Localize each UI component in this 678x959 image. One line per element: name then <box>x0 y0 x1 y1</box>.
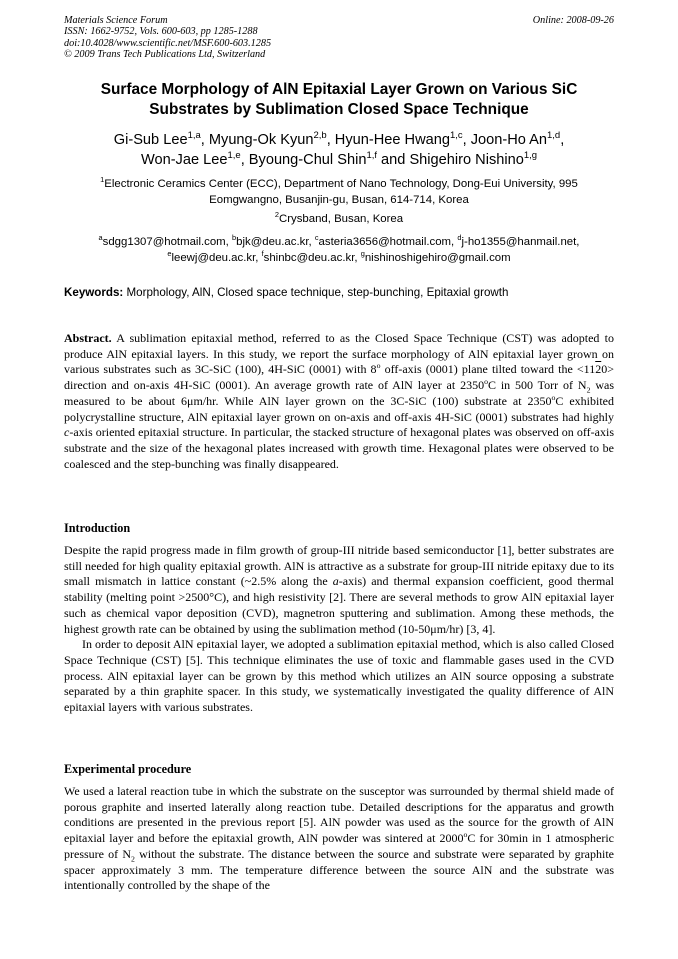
abstract-text: A sublimation epitaxial method, referred to as the Closed Space Technique (CST) was adopted to produce AlN epitaxial layers. In this study, we report the surface morphology of AlN epitaxial layer grown on various substrates such as 3C-SiC (100), 4H-SiC (0001) with 8 <box>64 331 614 377</box>
italic-term: a <box>332 574 339 589</box>
abstract-text: C in 500 Torr of N <box>487 378 587 393</box>
affiliation-2 <box>50 211 628 227</box>
affiliation-sup: 1 <box>100 175 105 185</box>
author-separator: , <box>560 132 565 148</box>
experimental-paragraph <box>64 784 614 894</box>
author-affil-sup: 1,a <box>187 130 201 142</box>
email-address[interactable]: sdgg1307@hotmail.com <box>102 236 226 248</box>
abstract-text: C exhibited polycrystalline structure, AlN epitaxial layer grown on on-axis and off-axis 4H-SiC (0001) substrates had highly <box>64 393 614 424</box>
email-address[interactable]: bjk@deu.ac.kr <box>236 236 309 248</box>
journal-issn: ISSN: 1662-9752, Vols. 600-603, pp 1285-1288 <box>64 26 258 38</box>
author-name: Joon-Ho An <box>470 132 548 148</box>
keywords <box>64 285 614 300</box>
author-affil-sup: 1,g <box>523 150 538 162</box>
author-affil-sup: 1,d <box>547 130 561 142</box>
italic-term: c <box>64 425 70 440</box>
paper-title <box>40 80 638 120</box>
introduction-section <box>64 543 614 716</box>
author-list <box>40 130 638 170</box>
email-sup: d <box>457 233 462 243</box>
degree-sup: o <box>484 377 488 387</box>
title-line-1: Surface Morphology of AlN Epitaxial Layer Grown on Various SiC <box>100 81 578 98</box>
email-address[interactable]: j-ho1355@hanmail.net, <box>461 236 580 248</box>
intro-text: Despite the rapid progress made in film growth of group-III nitride based semiconductor [1], better substrates are still needed for high quality epitaxial growth. AlN is attractive as a substrate for group-III nitride epitaxy due to its small mismatch in lattice constant (~2.5% along the <box>64 543 614 589</box>
section-heading-introduction: Introduction <box>64 521 131 535</box>
degree-sup: o <box>551 392 556 402</box>
keywords-text: Morphology, AlN, Closed space technique, step-bunching, Epitaxial growth <box>123 286 509 299</box>
author-name: Won-Jae Lee <box>140 152 228 168</box>
experimental-text: C for 30min in 1 atmospheric pressure of N <box>64 831 614 861</box>
author-separator: , <box>200 132 209 148</box>
email-separator: , <box>354 252 361 264</box>
author-affil-sup: 1,e <box>227 150 241 162</box>
section-heading-experimental: Experimental procedure <box>64 762 192 776</box>
affiliation-1 <box>50 176 628 208</box>
email-sup: c <box>314 233 319 243</box>
intro-text: -axis) and thermal expansion coefficient, good thermal stability (melting point >2500°C), and high resistivity [2]. There are several methods to grow AlN epitaxial layer such as chemical vapor deposition (CVD), magnetron sputtering and sublimation. Among these methods, the highest growth rate can be obtained by using the sublimation method (10-50μm/hr) [3, 4]. <box>64 574 614 636</box>
subscript: 2 <box>586 385 591 395</box>
author-affil-sup: 1,f <box>366 150 377 162</box>
email-sup: e <box>167 249 172 259</box>
email-separator: , <box>255 252 262 264</box>
author-separator: , <box>462 132 471 148</box>
affiliation-text: Electronic Ceramics Center (ECC), Department of Nano Technology, Dong-Eui University, 995 <box>104 178 578 190</box>
subscript: 2 <box>131 854 135 864</box>
email-separator: , <box>225 236 233 248</box>
affiliation-sup: 2 <box>274 210 279 220</box>
author-name: Shigehiro Nishino <box>409 152 524 168</box>
email-list <box>40 234 638 266</box>
email-address[interactable]: leewj@deu.ac.kr <box>171 252 256 264</box>
journal-header <box>64 15 614 61</box>
email-address[interactable]: asteria3656@hotmail.com <box>318 236 452 248</box>
affiliation-text: Crysband, Busan, Korea <box>279 213 404 225</box>
author-name: Byoung-Chul Shin <box>248 152 367 168</box>
email-address[interactable]: nishinoshigehiro@gmail.com <box>364 252 511 264</box>
email-separator: , <box>308 236 315 248</box>
email-line-2 <box>40 250 638 266</box>
author-name: Myung-Ok Kyun <box>208 132 314 148</box>
abstract-text: 0> direction and on-axis 4H-SiC (0001). An average growth rate of AlN layer at 2350 <box>64 362 615 393</box>
email-sup: f <box>261 249 264 259</box>
journal-doi: doi:10.4028/www.scientific.net/MSF.600-603.1285 <box>64 37 272 49</box>
degree-sup: o <box>463 830 468 840</box>
affiliation-1-line-2: Eomgwangno, Busanjin-gu, Busan, 614-714, Korea <box>209 194 469 206</box>
author-line-1 <box>40 130 638 150</box>
email-sup: g <box>360 249 365 259</box>
abstract-label: Abstract. <box>64 331 112 345</box>
author-name: Hyun-Hee Hwang <box>334 132 450 148</box>
email-sup: b <box>232 233 237 243</box>
keywords-label: Keywords: <box>64 286 124 299</box>
author-line-2 <box>40 150 638 170</box>
abstract-text: -axis oriented epitaxial structure. In particular, the stacked structure of hexagonal plates was observed on off-axis substrate and the size of the hexagonal plates increased with growth time. Hexagonal plates were observed to be coalesced and the step-bunching was finally disappeared. <box>64 425 614 471</box>
intro-paragraph-2: In order to deposit AlN epitaxial layer, we adopted a sublimation epitaxial method, which is also called Closed Space Technique (CST) [5]. This technique eliminates the use of toxic and flammable gases used in the CVD process. AlN epitaxial layer can be grown by this method which utilizes an AlN source opposing a substrate separated by a thin graphite spacer. In this study, we systematically investigated the quality difference of AlN epitaxial layers with various substrates. <box>64 637 614 715</box>
experimental-section <box>64 784 614 894</box>
experimental-text: We used a lateral reaction tube in which the substrate on the susceptor was surrounded by thermal shield made of porous graphite and inserted laterally along reaction tube. Detailed descriptions for the apparatus and growth conditions are presented in the previous report [5]. AlN powder was used as the source for the growth of AlN epitaxial layer and before the epitaxial growth, AlN powder was sintered at 2000 <box>64 784 614 846</box>
overbar-index: 2 <box>595 362 602 377</box>
email-sup: a <box>98 233 103 243</box>
email-address[interactable]: shinbc@deu.ac.kr <box>263 252 355 264</box>
degree-sup: o <box>376 361 381 371</box>
journal-name: Materials Science Forum <box>64 15 168 26</box>
author-separator: , <box>326 132 335 148</box>
email-line-1 <box>40 234 638 250</box>
author-affil-sup: 1,c <box>449 130 463 142</box>
email-separator: , <box>451 236 458 248</box>
abstract-text: was measured to be about 6μm/hr. While AlN layer grown on the 3C-SiC (100) substrate at 2350 <box>64 378 614 408</box>
abstract-paragraph <box>64 331 614 472</box>
experimental-text: without the substrate. The distance between the source and substrate were separated by graphite spacer approximately 3 mm. The temperature difference between the source AlN and the substrate was intentionally controlled by the shape of the <box>64 846 614 893</box>
affiliation-1-line-1 <box>50 176 628 192</box>
abstract <box>64 331 614 472</box>
journal-copyright: © 2009 Trans Tech Publications Ltd, Switzerland <box>64 49 266 61</box>
author-separator: , <box>240 152 249 168</box>
title-line-2: Substrates by Sublimation Closed Space Technique <box>149 101 529 118</box>
author-separator: and <box>376 152 410 168</box>
intro-paragraph-1 <box>64 543 614 637</box>
author-name: Gi-Sub Lee <box>113 132 188 148</box>
author-affil-sup: 2,b <box>313 130 327 142</box>
abstract-text: off-axis (0001) plane tilted toward the <11 <box>380 362 596 377</box>
online-date: Online: 2008-09-26 <box>532 15 614 26</box>
